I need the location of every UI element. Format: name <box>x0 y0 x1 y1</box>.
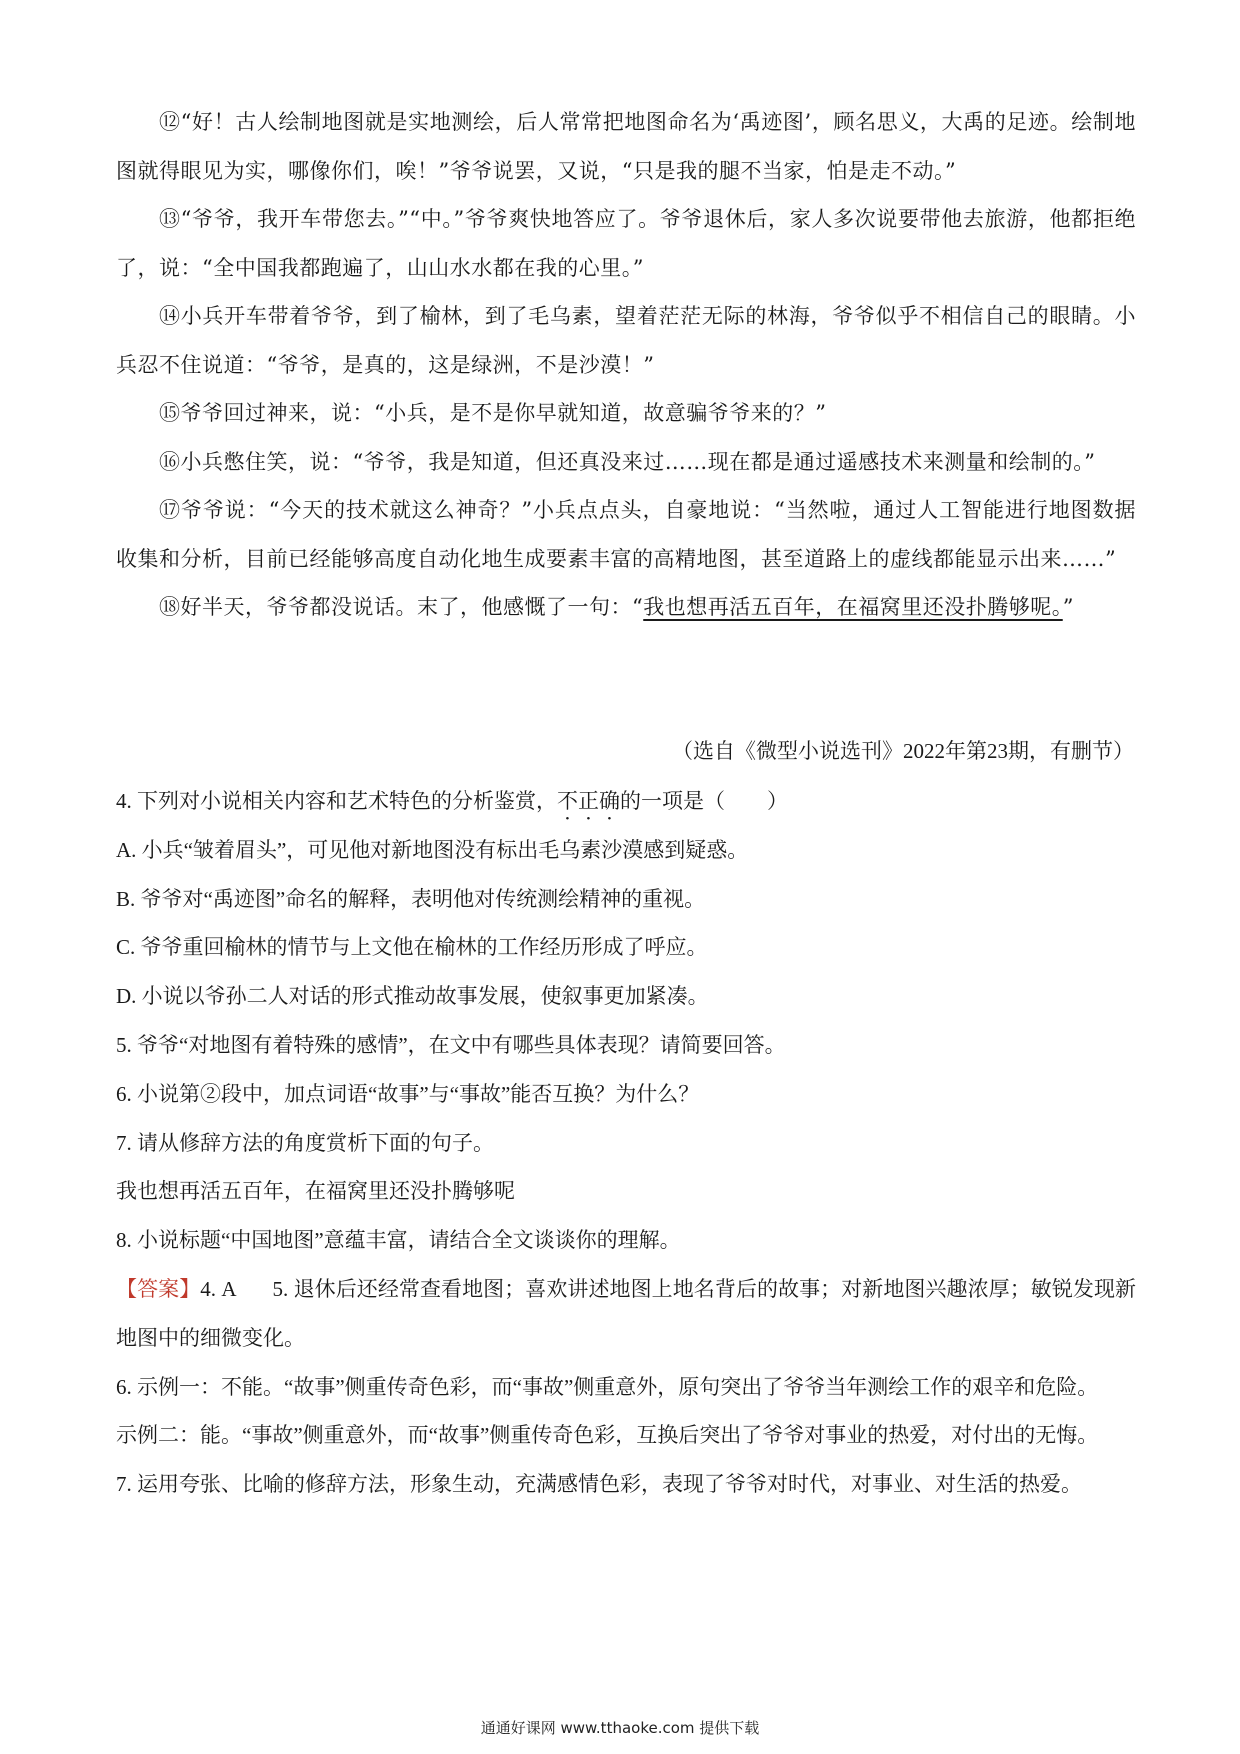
answer-7: 7. 运用夸张、比喻的修辞方法，形象生动，充满感情色彩，表现了爷爷对时代，对事业、对生活的热爱。 <box>116 1472 1082 1497</box>
paragraph-18-end: ” <box>1062 595 1074 619</box>
emphasized-word: 不正确 <box>557 789 620 813</box>
answer-tag: 【答案】 <box>116 1276 201 1301</box>
question-6: 6. 小说第②段中，加点词语“故事”与“事故”能否互换？为什么？ <box>116 1081 700 1106</box>
paragraph-13: ⑬“爷爷，我开车带您去。”“中。”爷爷爽快地答应了。爷爷退休后，家人多次说要带他去旅游，他都拒绝了，说：“全中国我都跑遍了，山山水水都在我的心里。” <box>116 207 1136 280</box>
paragraph-17: ⑰爷爷说：“今天的技术就这么神奇？”小兵点点头，自豪地说：“当然啦，通过人工智能进行地图数据收集和分析，目前已经能够高度自动化地生成要素丰富的高精地图，甚至道路上的虚线都能显示出来……” <box>116 498 1136 571</box>
answer-6-example-1: 6. 示例一：不能。“故事”侧重传奇色彩，而“事故”侧重意外，原句突出了爷爷当年测绘工作的艰辛和危险。 <box>116 1374 1099 1399</box>
footer-watermark: 通通好课网 www.tthaoke.com 提供下载 <box>480 1719 760 1737</box>
paragraph-18-start: ⑱好半天，爷爷都没说话。末了，他感慨了一句：“ <box>159 595 644 619</box>
paragraph-15: ⑮爷爷回过神来，说：“小兵，是不是你早就知道，故意骗爷爷来的？” <box>159 401 827 425</box>
question-5: 5. 爷爷“对地图有着特殊的感情”，在文中有哪些具体表现？请简要回答。 <box>116 1032 786 1057</box>
question-4-tail: 的一项是（ ） <box>620 789 788 813</box>
paragraph-14: ⑭小兵开车带着爷爷，到了榆林，到了毛乌素，望着茫茫无际的林海，爷爷似乎不相信自己的眼睛。小兵忍不住说道：“爷爷，是真的，这是绿洲，不是沙漠！” <box>116 304 1136 377</box>
paragraph-18 <box>116 583 1136 632</box>
answer-4: 4. A <box>200 1276 237 1301</box>
paragraph-16: ⑯小兵憋住笑，说：“爷爷，我是知道，但还真没来过……现在都是通过遥感技术来测量和绘制的。” <box>159 449 1096 474</box>
question-4 <box>116 777 1136 826</box>
question-4-text: 4. 下列对小说相关内容和艺术特色的分析鉴赏， <box>116 789 557 813</box>
underlined-sentence: 我也想再活五百年，在福窝里还没扑腾够呢。 <box>643 595 1063 619</box>
story-passage <box>116 98 1136 632</box>
question-7-sentence: 我也想再活五百年，在福窝里还没扑腾够呢 <box>116 1179 515 1204</box>
answer-6-example-2: 示例二：能。“事故”侧重意外，而“故事”侧重传奇色彩，互换后突出了爷爷对事业的热爱，对付出的无悔。 <box>116 1423 1099 1448</box>
answer-block-4-5 <box>116 1265 1136 1363</box>
question-7: 7. 请从修辞方法的角度赏析下面的句子。 <box>116 1130 494 1155</box>
source-citation: （选自《微型小说选刊》2022年第23期，有删节） <box>672 739 1134 763</box>
option-d: D. 小说以爷孙二人对话的形式推动故事发展，使叙事更加紧凑。 <box>116 984 709 1009</box>
option-c: C. 爷爷重回榆林的情节与上文他在榆林的工作经历形成了呼应。 <box>116 935 708 960</box>
questions-section <box>116 777 1136 1509</box>
option-b: B. 爷爷对“禹迹图”命名的解释，表明他对传统测绘精神的重视。 <box>116 886 706 911</box>
option-a: A. 小兵“皱着眉头”，可见他对新地图没有标出毛乌素沙漠感到疑惑。 <box>116 837 749 862</box>
question-8: 8. 小说标题“中国地图”意蕴丰富，请结合全文谈谈你的理解。 <box>116 1228 681 1253</box>
answer-5: 5. 退休后还经常查看地图；喜欢讲述地图上地名背后的故事；对新地图兴趣浓厚；敏锐发现新地图中的细微变化。 <box>116 1276 1137 1350</box>
paragraph-12: ⑫“好！古人绘制地图就是实地测绘，后人常常把地图命名为‘禹迹图’，顾名思义，大禹的足迹。绘制地图就得眼见为实，哪像你们，唉！”爷爷说罢，又说，“只是我的腿不当家，怕是走不动。” <box>116 110 1136 183</box>
